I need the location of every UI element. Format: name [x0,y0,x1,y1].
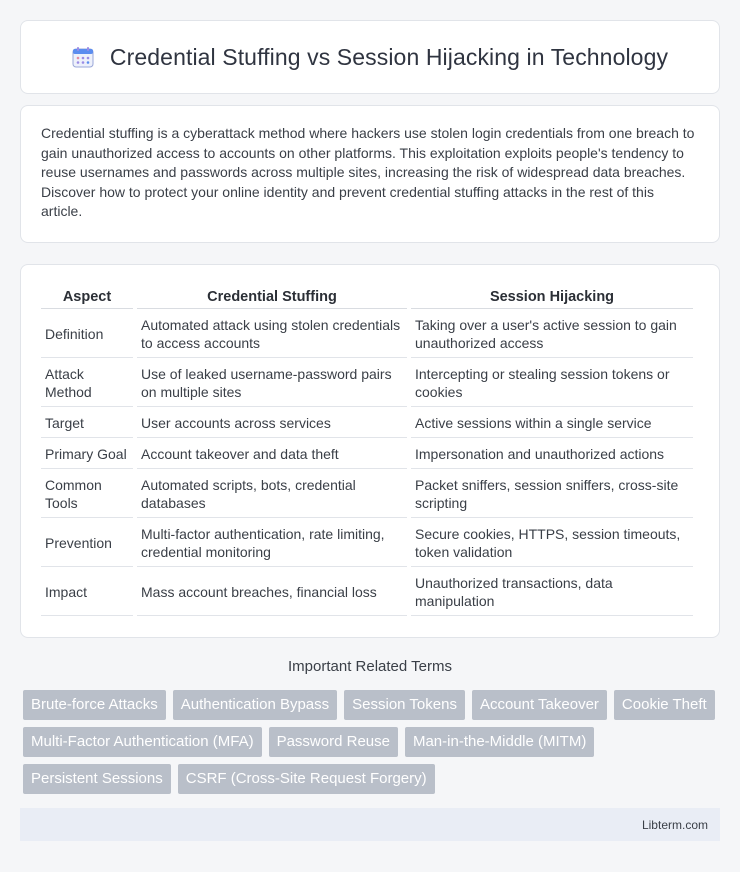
cell-session-hijacking: Active sessions within a single service [411,407,693,438]
cell-session-hijacking: Secure cookies, HTTPS, session timeouts, token validation [411,518,693,567]
page-title: Credential Stuffing vs Session Hijacking in Technology [109,43,669,70]
cell-aspect: Common Tools [41,469,133,518]
table-row [41,567,693,616]
comparison-table [37,283,697,616]
cell-credential-stuffing: Use of leaked username-password pairs on multiple sites [137,358,407,407]
cell-session-hijacking: Taking over a user's active session to gain unauthorized access [411,309,693,358]
tag-authentication-bypass[interactable]: Authentication Bypass [173,690,337,720]
cell-credential-stuffing: User accounts across services [137,407,407,438]
cell-credential-stuffing: Mass account breaches, financial loss [137,567,407,616]
table-row [41,518,693,567]
title-wrap [72,44,668,71]
table-header-row [41,283,693,309]
table-row [41,358,693,407]
tag-session-tokens[interactable]: Session Tokens [344,690,465,720]
cell-session-hijacking: Impersonation and unauthorized actions [411,438,693,469]
cell-aspect: Definition [41,309,133,358]
cell-aspect: Prevention [41,518,133,567]
table-row [41,438,693,469]
header-aspect: Aspect [41,283,133,309]
cell-credential-stuffing: Account takeover and data theft [137,438,407,469]
footer-brand-link[interactable]: Libterm.com [641,817,708,832]
cell-credential-stuffing: Automated scripts, bots, credential databases [137,469,407,518]
cell-session-hijacking: Unauthorized transactions, data manipulation [411,567,693,616]
header-credential-stuffing: Credential Stuffing [137,283,407,309]
tag-man-in-the-middle[interactable]: Man-in-the-Middle (MITM) [405,727,594,757]
cell-aspect: Target [41,407,133,438]
cell-credential-stuffing: Multi-factor authentication, rate limiting, credential monitoring [137,518,407,567]
tag-multi-factor-authentication[interactable]: Multi-Factor Authentication (MFA) [23,727,262,757]
cell-aspect: Primary Goal [41,438,133,469]
tag-brute-force-attacks[interactable]: Brute-force Attacks [23,690,166,720]
cell-aspect: Impact [41,567,133,616]
comparison-table-card [20,264,720,638]
cell-session-hijacking: Intercepting or stealing session tokens or cookies [411,358,693,407]
table-row [41,309,693,358]
footer [20,808,720,841]
tag-cookie-theft[interactable]: Cookie Theft [614,690,715,720]
cell-aspect: Attack Method [41,358,133,407]
related-terms-tags [23,690,723,794]
title-card [20,20,720,94]
intro-text: Credential stuffing is a cyberattack method where hackers use stolen login credentials from one breach to gain unauthorized access to accounts on other platforms. This exploitation exploits people's tendency to reuse usernames and passwords across multiple sites, increasing the risk of widespread data breaches. Discover how to protect your online identity and prevent credential stuffing attacks in the rest of this article. [41,125,695,220]
calendar-icon [72,46,94,68]
tag-csrf[interactable]: CSRF (Cross-Site Request Forgery) [178,764,435,794]
table-row [41,407,693,438]
intro-card [20,105,720,243]
header-session-hijacking: Session Hijacking [411,283,693,309]
table-row [41,469,693,518]
tag-persistent-sessions[interactable]: Persistent Sessions [23,764,171,794]
related-terms-title: Important Related Terms [288,658,452,675]
cell-session-hijacking: Packet sniffers, session sniffers, cross-site scripting [411,469,693,518]
tag-account-takeover[interactable]: Account Takeover [472,690,607,720]
cell-credential-stuffing: Automated attack using stolen credentials to access accounts [137,309,407,358]
tag-password-reuse[interactable]: Password Reuse [269,727,398,757]
